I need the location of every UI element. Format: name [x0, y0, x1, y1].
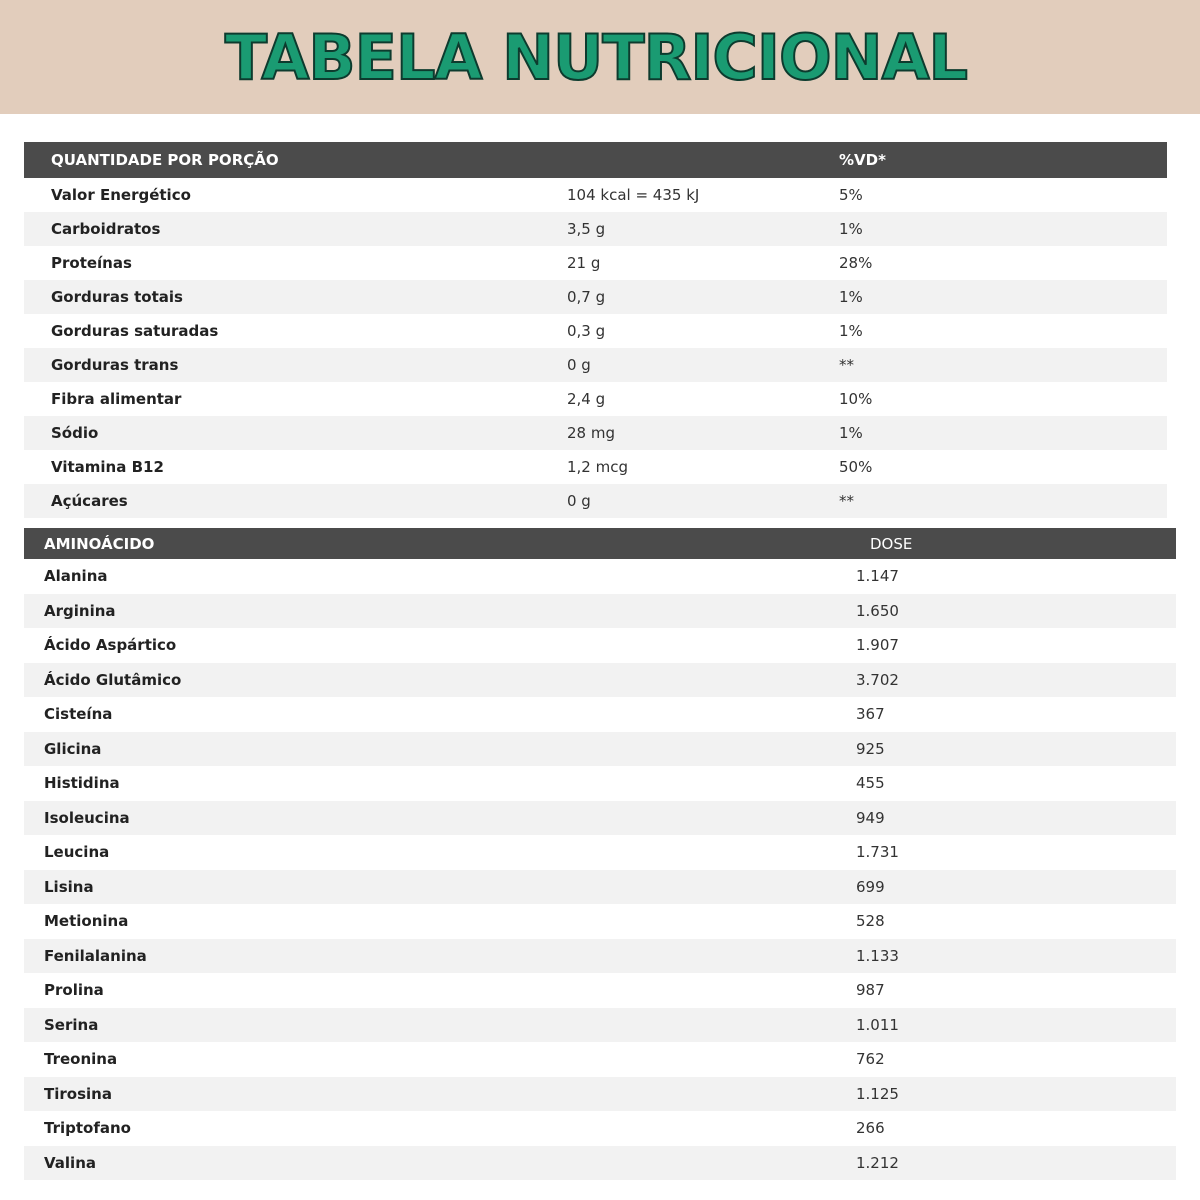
amino-name: Metionina	[44, 912, 129, 931]
nutrition-table	[24, 142, 1167, 518]
amino-table	[24, 528, 1176, 1180]
nutrient-name: Valor Energético	[51, 186, 191, 204]
table-row	[24, 732, 1176, 767]
nutrient-amount: 104 kcal = 435 kJ	[567, 186, 700, 204]
amount-header	[567, 142, 839, 178]
amino-name: Treonina	[44, 1050, 118, 1069]
amino-header: AMINOÁCIDO	[24, 528, 856, 559]
nutrient-amount: 1,2 mcg	[567, 458, 629, 476]
amino-dose: 455	[856, 774, 885, 793]
table-row	[24, 1146, 1176, 1181]
amino-dose: 3.702	[856, 663, 1176, 698]
nutrient-vd: **	[839, 348, 1167, 382]
nutrient-amount: 0 g	[567, 348, 839, 382]
amino-dose: 949	[856, 801, 1176, 836]
table-row	[24, 382, 1167, 416]
page-title: TABELA NUTRICIONAL	[224, 20, 968, 94]
table-row	[24, 1111, 1176, 1146]
dose-header: DOSE	[856, 528, 1176, 559]
amino-name: Valina	[24, 1146, 856, 1181]
nutrient-name: Gorduras saturadas	[51, 322, 219, 340]
amino-name: Prolina	[44, 981, 104, 1000]
table-row	[24, 904, 1176, 939]
amino-dose: 925	[856, 732, 1176, 767]
table-row	[24, 416, 1167, 450]
table-row	[24, 973, 1176, 1008]
nutrient-vd: **	[839, 484, 1167, 518]
amino-dose: 1.731	[856, 843, 899, 862]
nutrient-amount: 28 mg	[567, 416, 839, 450]
amino-table-header	[24, 528, 1176, 559]
amino-name: Histidina	[44, 774, 120, 793]
nutrient-name: Açúcares	[24, 484, 567, 518]
nutrient-vd: 5%	[839, 186, 863, 204]
table-row	[24, 663, 1176, 698]
banner	[0, 0, 1200, 114]
nutrient-vd: 10%	[839, 390, 873, 408]
table-row	[24, 280, 1167, 314]
nutrient-amount: 0 g	[567, 484, 839, 518]
amino-name: Alanina	[44, 567, 108, 586]
nutrient-name: Vitamina B12	[51, 458, 164, 476]
table-row	[24, 246, 1167, 280]
amino-name: Ácido Aspártico	[44, 636, 177, 655]
amino-dose: 699	[856, 870, 1176, 905]
amino-dose: 1.907	[856, 636, 899, 655]
amino-name: Glicina	[24, 732, 856, 767]
portion-header: QUANTIDADE POR PORÇÃO	[24, 142, 567, 178]
nutrient-amount: 3,5 g	[567, 212, 839, 246]
amino-name: Lisina	[24, 870, 856, 905]
nutrient-name: Fibra alimentar	[51, 390, 182, 408]
table-row	[24, 178, 1167, 212]
table-row	[24, 870, 1176, 905]
table-row	[24, 939, 1176, 974]
table-row	[24, 1042, 1176, 1077]
table-row	[24, 801, 1176, 836]
table-row	[24, 628, 1176, 663]
table-row	[24, 559, 1176, 594]
table-row	[24, 212, 1167, 246]
amino-name: Triptofano	[44, 1119, 131, 1138]
table-row	[24, 1077, 1176, 1112]
amino-name: Ácido Glutâmico	[24, 663, 856, 698]
nutrition-table-header	[24, 142, 1167, 178]
amino-name: Fenilalanina	[24, 939, 856, 974]
nutrient-vd: 50%	[839, 458, 873, 476]
nutrient-name: Sódio	[24, 416, 567, 450]
amino-dose: 987	[856, 981, 885, 1000]
amino-dose: 1.212	[856, 1146, 1176, 1181]
table-row	[24, 1008, 1176, 1043]
amino-dose: 266	[856, 1119, 885, 1138]
nutrient-vd: 1%	[839, 416, 1167, 450]
nutrient-name: Proteínas	[51, 254, 132, 272]
amino-name: Serina	[24, 1008, 856, 1043]
table-row	[24, 835, 1176, 870]
amino-dose: 1.650	[856, 594, 1176, 629]
nutrient-name: Gorduras trans	[24, 348, 567, 382]
amino-dose: 1.011	[856, 1008, 1176, 1043]
amino-dose: 1.133	[856, 939, 1176, 974]
amino-name: Cisteína	[44, 705, 113, 724]
nutrient-vd: 1%	[839, 322, 863, 340]
nutrient-amount: 0,3 g	[567, 322, 606, 340]
amino-name: Arginina	[24, 594, 856, 629]
amino-name: Isoleucina	[24, 801, 856, 836]
amino-dose: 367	[856, 705, 885, 724]
nutrient-name: Carboidratos	[24, 212, 567, 246]
nutrient-vd: 28%	[839, 254, 873, 272]
amino-name: Leucina	[44, 843, 110, 862]
amino-name: Tirosina	[24, 1077, 856, 1112]
table-row	[24, 450, 1167, 484]
table-row	[24, 314, 1167, 348]
table-row	[24, 348, 1167, 382]
nutrient-vd: 1%	[839, 212, 1167, 246]
nutrient-amount: 2,4 g	[567, 390, 606, 408]
amino-dose: 1.147	[856, 567, 899, 586]
nutrient-name: Gorduras totais	[24, 280, 567, 314]
nutrient-vd: 1%	[839, 280, 1167, 314]
vd-header: %VD*	[839, 142, 1167, 178]
table-row	[24, 484, 1167, 518]
amino-dose: 528	[856, 912, 885, 931]
table-row	[24, 697, 1176, 732]
table-row	[24, 766, 1176, 801]
amino-dose: 1.125	[856, 1077, 1176, 1112]
amino-dose: 762	[856, 1050, 885, 1069]
table-row	[24, 594, 1176, 629]
nutrient-amount: 0,7 g	[567, 280, 839, 314]
nutrient-amount: 21 g	[567, 254, 601, 272]
